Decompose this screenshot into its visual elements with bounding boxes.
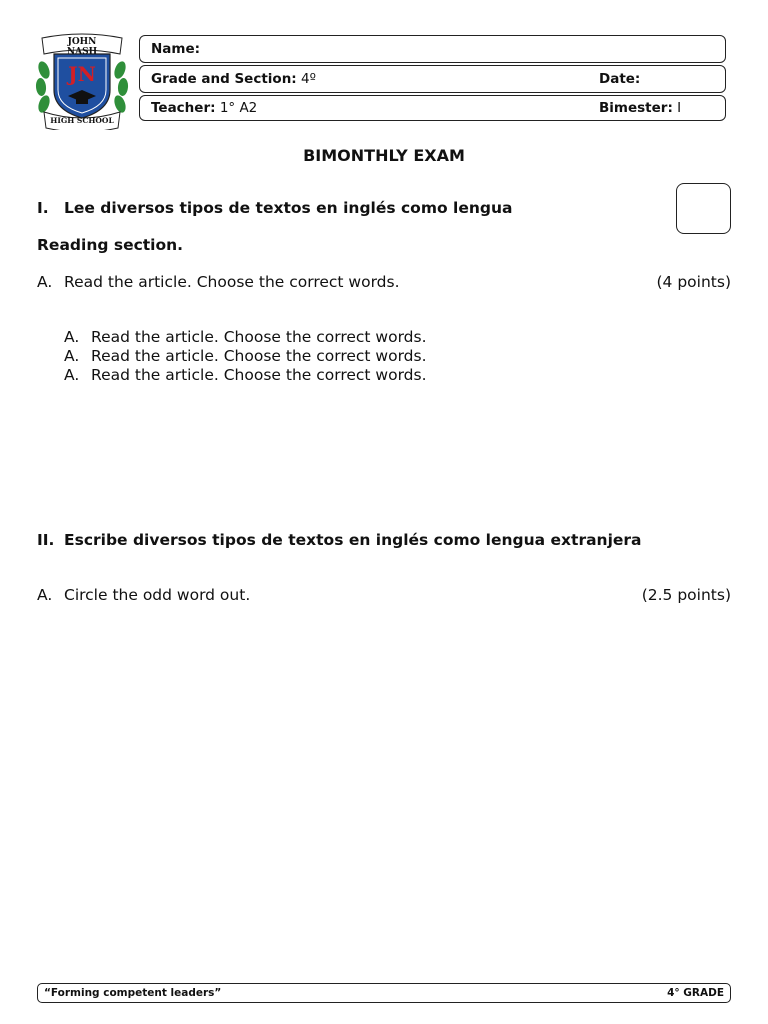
section2-numeral: II. [37,531,55,549]
list-item-text: Read the article. Choose the correct words. [91,366,427,384]
list-item-letter: A. [64,347,80,365]
logo-top-text: JOHN NASH [66,37,98,57]
exam-title: BIMONTHLY EXAM [303,146,465,165]
list-item-text: Read the article. Choose the correct words. [91,328,427,346]
section1-heading: Lee diversos tipos de textos en inglés como lengua [64,199,513,217]
name-box [139,35,726,63]
bimester-value[interactable]: I [677,100,682,116]
list-item-letter: A. [64,328,80,346]
section1-part-a-points: (4 points) [656,273,731,291]
school-logo [34,32,130,130]
list-item [64,328,79,346]
score-box[interactable] [676,183,731,234]
bimester-label: Bimester: [599,100,673,116]
section2-heading: Escribe diversos tipos de textos en inglés como lengua extranjera [64,531,642,549]
list-item [64,366,79,384]
date-label: Date: [599,71,641,87]
section2-part-a-points: (2.5 points) [641,586,731,604]
grade-box [139,65,726,93]
teacher-label: Teacher: [151,100,216,116]
section1-part-a-letter: A. [37,273,53,291]
section1-subheading: Reading section. [37,236,184,254]
section1-part-a-instruction: Read the article. Choose the correct words. [64,273,400,291]
logo-monogram: JN [68,62,96,86]
section2-part-a-instruction: Circle the odd word out. [64,586,251,604]
logo-bottom-text: HIGH SCHOOL [50,116,114,125]
footer-grade: 4° GRADE [667,987,724,999]
list-item-text: Read the article. Choose the correct words. [91,347,427,365]
list-item-letter: A. [64,366,80,384]
grade-label: Grade and Section: [151,71,297,87]
grade-value[interactable]: 4º [301,71,316,87]
name-label: Name: [151,41,201,57]
footer-motto: “Forming competent leaders” [44,987,222,999]
section2-part-a-letter: A. [37,586,53,604]
page-footer [37,983,731,1003]
list-item [64,347,79,365]
teacher-value[interactable]: 1° A2 [219,100,258,116]
teacher-box [139,95,726,121]
section1-numeral: I. [37,199,49,217]
